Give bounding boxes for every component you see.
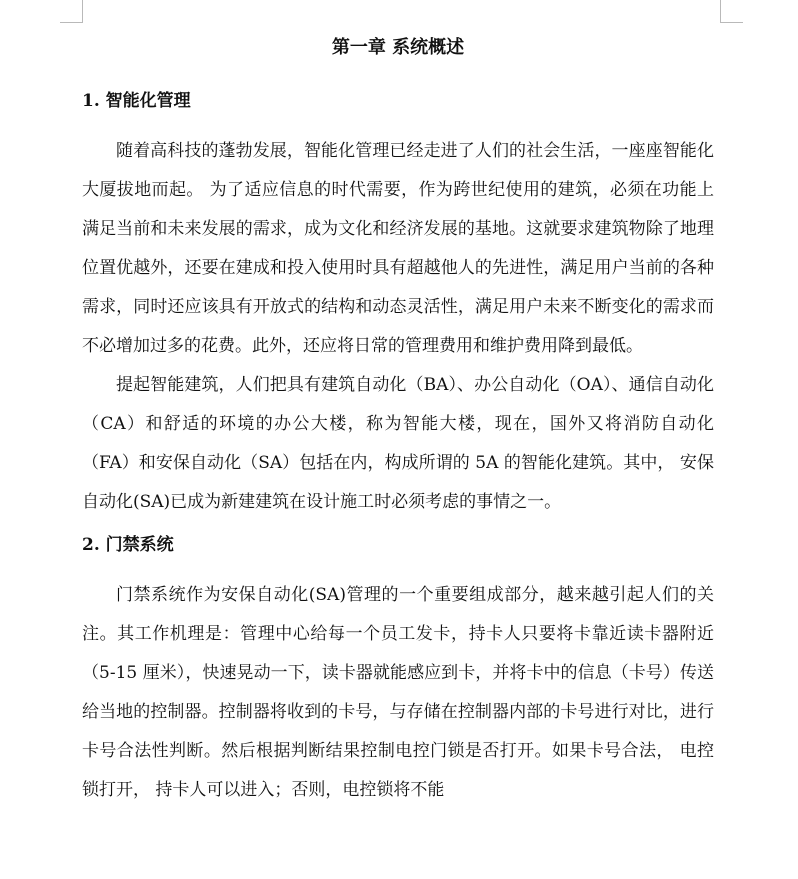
section-access-control (82, 530, 714, 810)
crop-mark-top-right (720, 0, 743, 23)
paragraph: 门禁系统作为安保自动化(SA)管理的一个重要组成部分，越来越引起人们的关注。其工作机理是：管理中心给每一个员工发卡，持卡人只要将卡靠近读卡器附近（5-15 厘米），快速晃动一下，读卡器就能感应到卡，并将卡中的信息（卡号）传送给当地的控制器。控制器将收到的卡号，与存储在控制器内部的卡号进行对比，进行卡号合法性判断。然后根据判断结果控制电控门锁是否打开。如果卡号合法， 电控锁打开， 持卡人可以进入；否则，电控锁将不能 (82, 585, 714, 800)
section-heading: 1. 智能化管理 (82, 91, 191, 111)
section-heading: 2. 门禁系统 (82, 535, 174, 555)
section-smart-management (82, 86, 714, 522)
paragraph: 随着高科技的蓬勃发展，智能化管理已经走进了人们的社会生活，一座座智能化大厦拔地而起。 为了适应信息的时代需要，作为跨世纪使用的建筑，必须在功能上满足当前和未来发展的需求，成为文化和经济发展的基地。这就要求建筑物除了地理位置优越外，还要在建成和投入使用时具有超越他人的先进性，满足用户当前的各种需求，同时还应该具有开放式的结构和动态灵活性，满足用户未来不断变化的需求而不必增加过多的花费。此外，还应将日常的管理费用和维护费用降到最低。 (82, 141, 714, 356)
crop-mark-top-left (60, 0, 83, 23)
document-body (82, 30, 714, 810)
chapter-title: 第一章 系统概述 (331, 37, 465, 58)
paragraph: 提起智能建筑，人们把具有建筑自动化（BA）、办公自动化（OA）、通信自动化（CA）和舒适的环境的办公大楼，称为智能大楼，现在，国外又将消防自动化（FA）和安保自动化（SA）包括在内，构成所谓的 5A 的智能化建筑。其中， 安保自动化(SA)已成为新建建筑在设计施工时必须考虑的事情之一。 (82, 375, 714, 512)
